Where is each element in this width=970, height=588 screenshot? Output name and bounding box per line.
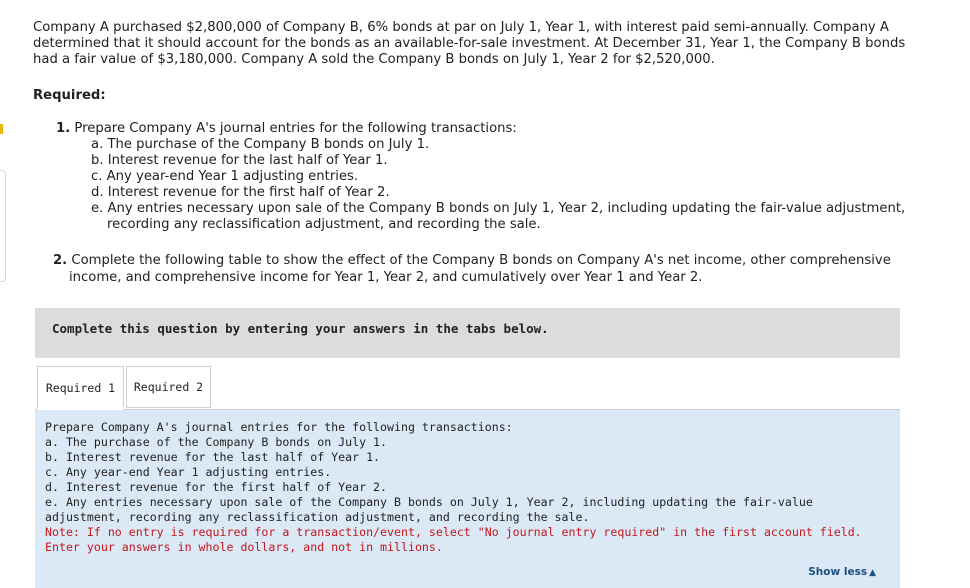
problem-statement: Company A purchased $2,800,000 of Company B, 6% bonds at par on July 1, Year 1, with interest paid semi-annually. Company A determined that it should account for the bonds as an available-for-sale investment. At December 31, Year 1, the Company B bonds had a fair value of $3,180,000. Company A sold the Company B bonds on July 1, Year 2 for $2,520,000. <box>33 20 906 67</box>
panel-line-e: e. Any entries necessary upon sale of the Company B bonds on July 1, Year 2, including updating the fair-value adjustment, recording any reclassification adjustment, and recording the sale. <box>45 495 813 524</box>
panel-line-a: a. The purchase of the Company B bonds on July 1. <box>45 435 388 449</box>
question-1-text: Prepare Company A's journal entries for the following transactions: <box>74 121 517 136</box>
left-edge-panel <box>0 170 6 282</box>
panel-line-intro: Prepare Company A's journal entries for the following transactions: <box>45 420 513 434</box>
question-1-item-d: d. Interest revenue for the first half of Year 2. <box>91 185 390 200</box>
question-2-number: 2. <box>53 253 68 268</box>
panel-instructions <box>45 420 885 555</box>
panel-line-d: d. Interest revenue for the first half of Year 2. <box>45 480 388 494</box>
tab-required-2[interactable]: Required 2 <box>126 366 211 408</box>
question-1-number: 1. <box>56 121 71 136</box>
triangle-up-icon: ▲ <box>869 568 876 578</box>
question-1-item-b: b. Interest revenue for the last half of Year 1. <box>91 153 388 168</box>
instruction-bar <box>35 308 900 358</box>
question-1-item-a: a. The purchase of the Company B bonds on July 1. <box>91 137 430 152</box>
tab-panel-required-1 <box>35 409 900 588</box>
question-2 <box>53 252 919 286</box>
show-less-label: Show less <box>808 566 868 578</box>
question-1-sublist <box>91 137 921 233</box>
instruction-bar-text: Complete this question by entering your answers in the tabs below. <box>52 321 549 336</box>
tab-required-1[interactable]: Required 1 <box>37 366 124 410</box>
question-1-item-e: e. Any entries necessary upon sale of the Company B bonds on July 1, Year 2, including updating the fair-value adjustment, recording any reclassification adjustment, and recording the sale. <box>91 201 906 232</box>
question-1 <box>56 121 517 137</box>
panel-note: Note: If no entry is required for a transaction/event, select "No journal entry required" in the first account field. Enter your answers in whole dollars, and not in millions. <box>45 525 862 554</box>
panel-line-b: b. Interest revenue for the last half of Year 1. <box>45 450 381 464</box>
left-edge-marker <box>0 124 3 134</box>
show-less-button[interactable] <box>808 566 876 578</box>
question-2-text: Complete the following table to show the effect of the Company B bonds on Company A's net income, other comprehensive income, and comprehensive income for Year 1, Year 2, and cumulatively over Year 1 and Year 2. <box>69 253 891 285</box>
panel-line-c: c. Any year-end Year 1 adjusting entries. <box>45 465 332 479</box>
question-1-item-c: c. Any year-end Year 1 adjusting entries. <box>91 169 359 184</box>
required-heading: Required: <box>33 88 106 103</box>
